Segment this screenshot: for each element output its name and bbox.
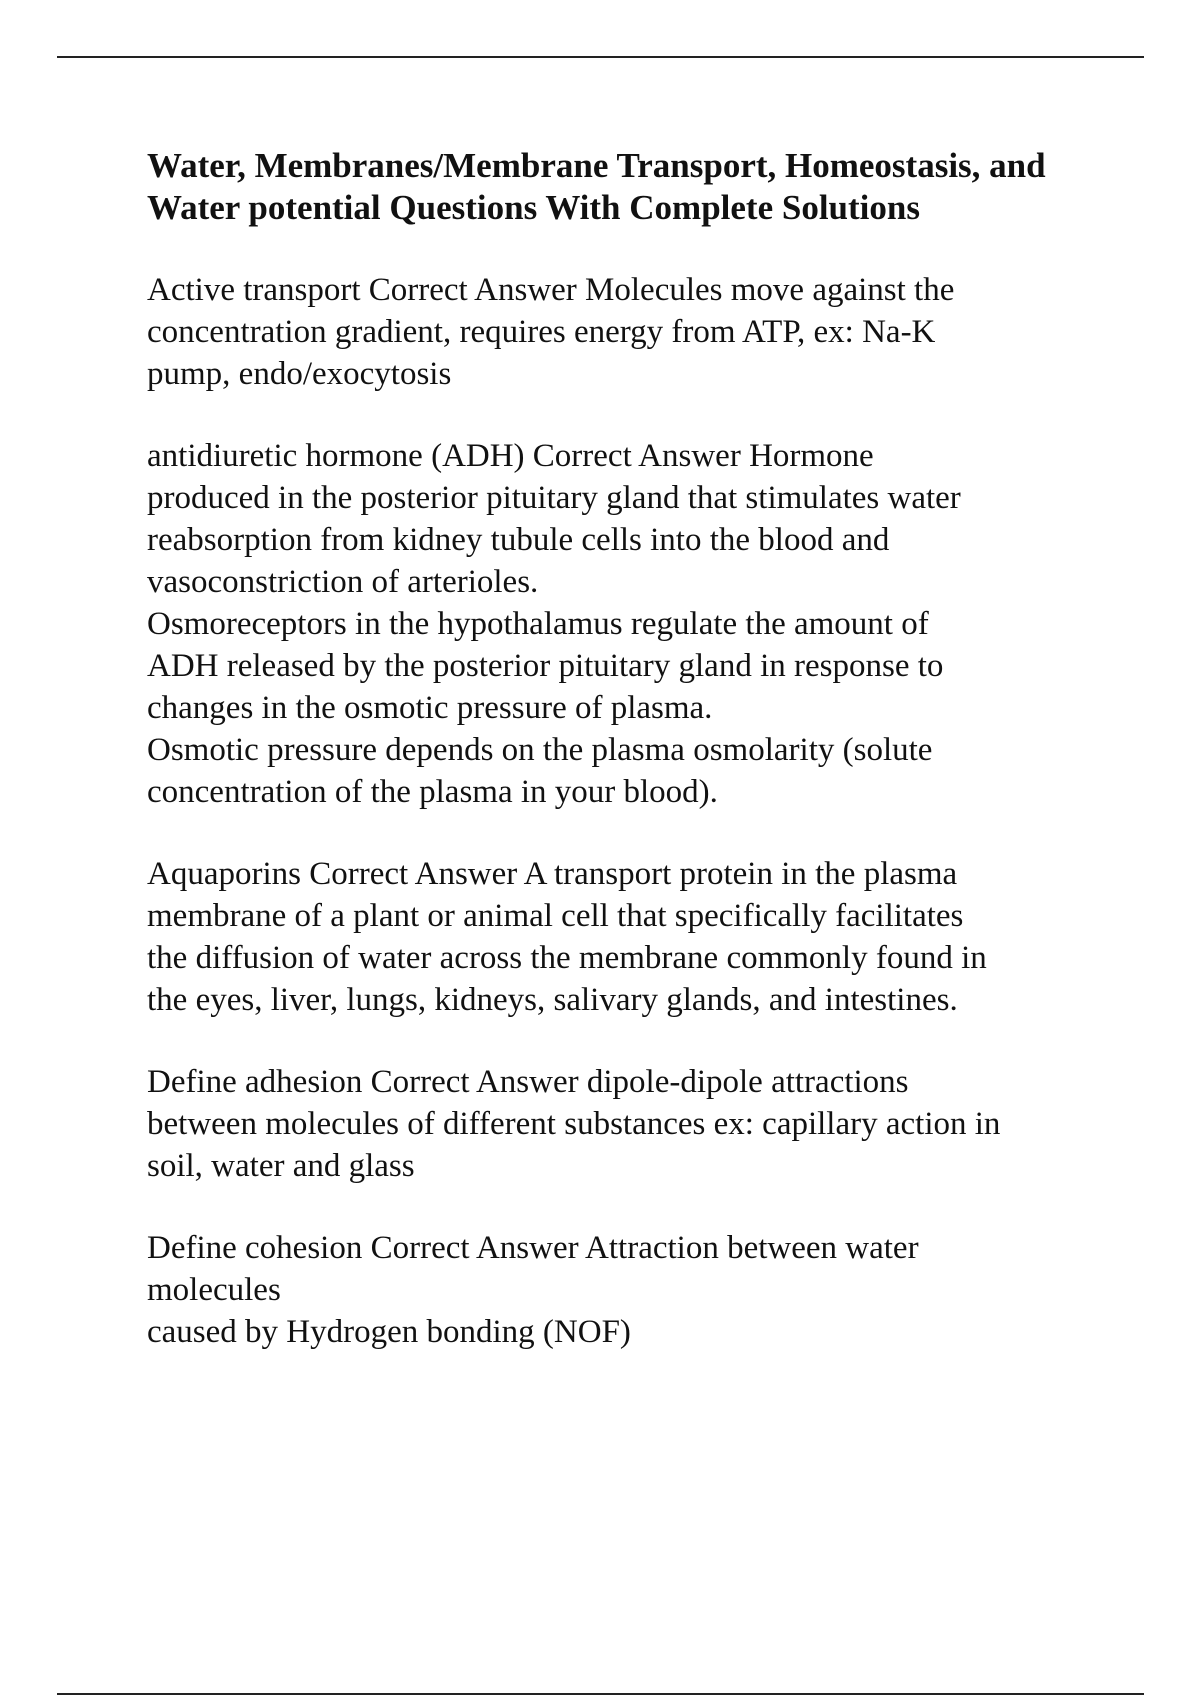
- entry-line: concentration of the plasma in your blood).: [147, 774, 718, 810]
- entry-line: changes in the osmotic pressure of plasma.: [147, 690, 713, 726]
- entry-line: Osmotic pressure depends on the plasma osmolarity (solute: [147, 732, 933, 768]
- title-line: Water potential Questions With Complete Solutions: [147, 188, 920, 227]
- entry-line: pump, endo/exocytosis: [147, 356, 452, 392]
- footer-rule: [57, 1693, 1144, 1695]
- entry-line: soil, water and glass: [147, 1148, 415, 1184]
- qa-entry-adhesion: [147, 1061, 1107, 1187]
- document-body: [147, 145, 1107, 1393]
- entry-line: the diffusion of water across the membrane commonly found in: [147, 940, 987, 976]
- entry-line: caused by Hydrogen bonding (NOF): [147, 1314, 631, 1350]
- entry-line: vasoconstriction of arterioles.: [147, 564, 539, 600]
- title-line: Water, Membranes/Membrane Transport, Homeostasis, and: [147, 146, 1046, 185]
- entry-line: Aquaporins Correct Answer A transport protein in the plasma: [147, 856, 958, 892]
- entry-line: Define adhesion Correct Answer dipole-dipole attractions: [147, 1064, 909, 1100]
- document-title: [147, 145, 1107, 229]
- entry-line: antidiuretic hormone (ADH) Correct Answer Hormone: [147, 438, 874, 474]
- entry-line: concentration gradient, requires energy from ATP, ex: Na-K: [147, 314, 936, 350]
- qa-entry-aquaporins: [147, 853, 1107, 1021]
- entry-line: between molecules of different substances ex: capillary action in: [147, 1106, 1001, 1142]
- qa-entry-cohesion: [147, 1227, 1107, 1353]
- entry-line: Osmoreceptors in the hypothalamus regulate the amount of: [147, 606, 929, 642]
- entry-line: reabsorption from kidney tubule cells into the blood and: [147, 522, 890, 558]
- qa-entry-active-transport: [147, 269, 1107, 395]
- header-rule: [57, 56, 1144, 58]
- entry-line: membrane of a plant or animal cell that specifically facilitates: [147, 898, 964, 934]
- entry-line: Define cohesion Correct Answer Attraction between water: [147, 1230, 919, 1266]
- qa-entry-adh: [147, 435, 1107, 813]
- entry-line: ADH released by the posterior pituitary gland in response to: [147, 648, 944, 684]
- entry-line: molecules: [147, 1272, 281, 1308]
- entry-line: the eyes, liver, lungs, kidneys, salivary glands, and intestines.: [147, 982, 958, 1018]
- entry-line: produced in the posterior pituitary gland that stimulates water: [147, 480, 961, 516]
- entry-line: Active transport Correct Answer Molecules move against the: [147, 272, 955, 308]
